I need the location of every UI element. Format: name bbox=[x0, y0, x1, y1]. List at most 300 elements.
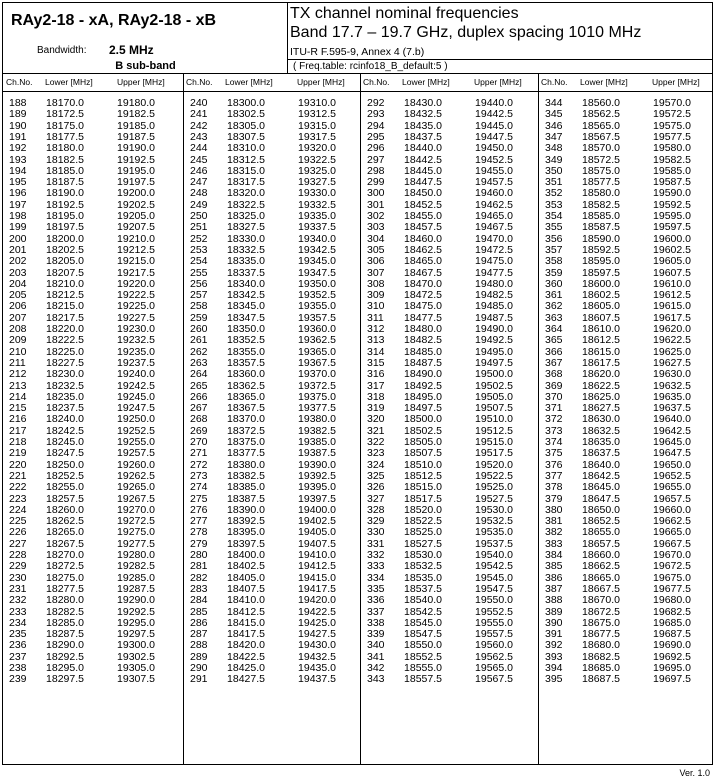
upper-frequency: 19520.0 bbox=[475, 458, 513, 471]
lower-frequency: 18337.5 bbox=[227, 266, 265, 279]
table-row bbox=[3, 143, 181, 154]
lower-frequency: 18482.5 bbox=[404, 334, 442, 347]
lower-frequency: 18222.5 bbox=[46, 334, 84, 347]
channel-number: 334 bbox=[367, 571, 385, 584]
channel-number: 304 bbox=[367, 232, 385, 245]
channel-number: 201 bbox=[9, 243, 27, 256]
lower-frequency: 18220.0 bbox=[46, 323, 84, 335]
channel-number: 395 bbox=[545, 673, 563, 686]
channel-number: 286 bbox=[190, 616, 208, 629]
upper-frequency: 19497.5 bbox=[475, 356, 513, 369]
channel-number: 210 bbox=[9, 345, 27, 358]
channel-number: 263 bbox=[190, 356, 208, 369]
column-header-upper: Upper [MHz] bbox=[297, 77, 345, 87]
lower-frequency: 18615.0 bbox=[582, 345, 620, 358]
table-row bbox=[539, 222, 716, 233]
channel-number: 224 bbox=[9, 503, 27, 516]
table-row bbox=[361, 143, 539, 154]
channel-column bbox=[3, 92, 181, 764]
lower-frequency: 18565.0 bbox=[582, 119, 620, 132]
lower-frequency: 18380.0 bbox=[227, 458, 265, 471]
channel-number: 271 bbox=[190, 447, 208, 460]
table-row bbox=[361, 640, 539, 651]
channel-number: 256 bbox=[190, 277, 208, 290]
channel-number: 208 bbox=[9, 323, 27, 335]
channel-number: 388 bbox=[545, 594, 563, 607]
upper-frequency: 19505.0 bbox=[475, 390, 513, 403]
channel-number: 350 bbox=[545, 164, 563, 177]
upper-frequency: 19592.5 bbox=[653, 198, 691, 211]
upper-frequency: 19577.5 bbox=[653, 130, 691, 143]
table-row bbox=[184, 222, 362, 233]
channel-number: 325 bbox=[367, 469, 385, 482]
lower-frequency: 18237.5 bbox=[46, 402, 84, 415]
lower-frequency: 18197.5 bbox=[46, 221, 84, 234]
lower-frequency: 18422.5 bbox=[227, 650, 265, 663]
header-line bbox=[287, 59, 712, 60]
channel-number: 354 bbox=[545, 210, 563, 222]
frequency-table-frame bbox=[2, 2, 713, 765]
upper-frequency: 19455.0 bbox=[475, 164, 513, 177]
lower-frequency: 18500.0 bbox=[404, 413, 442, 426]
upper-frequency: 19445.0 bbox=[475, 119, 513, 132]
lower-frequency: 18580.0 bbox=[582, 187, 620, 200]
upper-frequency: 19247.5 bbox=[117, 402, 155, 415]
band-description: Band 17.7 – 19.7 GHz, duplex spacing 1010 MHz bbox=[290, 24, 642, 41]
channel-number: 251 bbox=[190, 221, 208, 234]
lower-frequency: 18210.0 bbox=[46, 277, 84, 290]
channel-number: 269 bbox=[190, 424, 208, 437]
upper-frequency: 19430.0 bbox=[298, 639, 336, 652]
lower-frequency: 18200.0 bbox=[46, 232, 84, 245]
lower-frequency: 18455.0 bbox=[404, 210, 442, 222]
table-row bbox=[361, 527, 539, 538]
table-row bbox=[184, 335, 362, 346]
upper-frequency: 19685.0 bbox=[653, 616, 691, 629]
upper-frequency: 19415.0 bbox=[298, 571, 336, 584]
channel-number: 298 bbox=[367, 164, 385, 177]
lower-frequency: 18480.0 bbox=[404, 323, 442, 335]
lower-frequency: 18297.5 bbox=[46, 673, 84, 686]
upper-frequency: 19617.5 bbox=[653, 311, 691, 324]
upper-frequency: 19187.5 bbox=[117, 130, 155, 143]
upper-frequency: 19650.0 bbox=[653, 458, 691, 471]
upper-frequency: 19475.0 bbox=[475, 255, 513, 268]
lower-frequency: 18350.0 bbox=[227, 323, 265, 335]
table-row bbox=[539, 527, 716, 538]
lower-frequency: 18187.5 bbox=[46, 176, 84, 189]
channel-number: 309 bbox=[367, 289, 385, 302]
column-header-divider bbox=[183, 74, 184, 92]
upper-frequency: 19517.5 bbox=[475, 447, 513, 460]
channel-number: 389 bbox=[545, 605, 563, 618]
lower-frequency: 18520.0 bbox=[404, 503, 442, 516]
upper-frequency: 19595.0 bbox=[653, 210, 691, 222]
upper-frequency: 19597.5 bbox=[653, 221, 691, 234]
channel-number: 343 bbox=[367, 673, 385, 686]
channel-number: 247 bbox=[190, 176, 208, 189]
table-row bbox=[184, 674, 362, 685]
upper-frequency: 19555.0 bbox=[475, 616, 513, 629]
upper-frequency: 19387.5 bbox=[298, 447, 336, 460]
upper-frequency: 19692.5 bbox=[653, 650, 691, 663]
channel-number: 272 bbox=[190, 458, 208, 471]
lower-frequency: 18172.5 bbox=[46, 108, 84, 121]
upper-frequency: 19625.0 bbox=[653, 345, 691, 358]
lower-frequency: 18427.5 bbox=[227, 673, 265, 686]
channel-number: 267 bbox=[190, 402, 208, 415]
channel-number: 323 bbox=[367, 447, 385, 460]
channel-number: 368 bbox=[545, 368, 563, 381]
upper-frequency: 19350.0 bbox=[298, 277, 336, 290]
upper-frequency: 19397.5 bbox=[298, 492, 336, 505]
channel-number: 270 bbox=[190, 436, 208, 448]
upper-frequency: 19440.0 bbox=[475, 97, 513, 109]
upper-frequency: 19392.5 bbox=[298, 469, 336, 482]
upper-frequency: 19567.5 bbox=[475, 673, 513, 686]
channel-number: 384 bbox=[545, 549, 563, 561]
table-row bbox=[184, 256, 362, 267]
upper-frequency: 19322.5 bbox=[298, 153, 336, 166]
lower-frequency: 18195.0 bbox=[46, 210, 84, 222]
channel-number: 330 bbox=[367, 526, 385, 539]
lower-frequency: 18550.0 bbox=[404, 639, 442, 652]
upper-frequency: 19622.5 bbox=[653, 334, 691, 347]
upper-frequency: 19420.0 bbox=[298, 594, 336, 607]
upper-frequency: 19627.5 bbox=[653, 356, 691, 369]
lower-frequency: 18530.0 bbox=[404, 549, 442, 561]
table-row bbox=[184, 640, 362, 651]
lower-frequency: 18517.5 bbox=[404, 492, 442, 505]
table-row bbox=[184, 414, 362, 425]
lower-frequency: 18515.0 bbox=[404, 481, 442, 494]
lower-frequency: 18332.5 bbox=[227, 243, 265, 256]
table-row bbox=[184, 482, 362, 493]
table-row bbox=[184, 143, 362, 154]
lower-frequency: 18242.5 bbox=[46, 424, 84, 437]
channel-number: 244 bbox=[190, 142, 208, 155]
channel-number: 232 bbox=[9, 594, 27, 607]
channel-number: 365 bbox=[545, 334, 563, 347]
upper-frequency: 19330.0 bbox=[298, 187, 336, 200]
channel-number: 279 bbox=[190, 537, 208, 550]
upper-frequency: 19255.0 bbox=[117, 436, 155, 448]
lower-frequency: 18542.5 bbox=[404, 605, 442, 618]
upper-frequency: 19620.0 bbox=[653, 323, 691, 335]
table-row bbox=[3, 595, 181, 606]
table-row bbox=[3, 335, 181, 346]
table-row bbox=[361, 109, 539, 120]
channel-number: 257 bbox=[190, 289, 208, 302]
upper-frequency: 19630.0 bbox=[653, 368, 691, 381]
lower-frequency: 18175.0 bbox=[46, 119, 84, 132]
channel-number: 191 bbox=[9, 130, 27, 143]
upper-frequency: 19402.5 bbox=[298, 515, 336, 528]
table-row bbox=[539, 448, 716, 459]
channel-number: 280 bbox=[190, 549, 208, 561]
channel-number: 311 bbox=[367, 311, 384, 324]
lower-frequency: 18557.5 bbox=[404, 673, 442, 686]
header bbox=[3, 3, 712, 73]
lower-frequency: 18597.5 bbox=[582, 266, 620, 279]
column-header-lower: Lower [MHz] bbox=[580, 77, 628, 87]
upper-frequency: 19582.5 bbox=[653, 153, 691, 166]
lower-frequency: 18272.5 bbox=[46, 560, 84, 573]
lower-frequency: 18360.0 bbox=[227, 368, 265, 381]
table-row bbox=[184, 448, 362, 459]
channel-number: 248 bbox=[190, 187, 208, 200]
upper-frequency: 19450.0 bbox=[475, 142, 513, 155]
channel-number: 197 bbox=[9, 198, 27, 211]
channel-number: 317 bbox=[367, 379, 385, 392]
channel-number: 302 bbox=[367, 210, 385, 222]
channel-number: 195 bbox=[9, 176, 27, 189]
lower-frequency: 18402.5 bbox=[227, 560, 265, 573]
upper-frequency: 19367.5 bbox=[298, 356, 336, 369]
column-header-channel: Ch.No. bbox=[541, 77, 568, 87]
upper-frequency: 19185.0 bbox=[117, 119, 155, 132]
upper-frequency: 19232.5 bbox=[117, 334, 155, 347]
lower-frequency: 18257.5 bbox=[46, 492, 84, 505]
upper-frequency: 19282.5 bbox=[117, 560, 155, 573]
upper-frequency: 19205.0 bbox=[117, 210, 155, 222]
channel-number: 289 bbox=[190, 650, 208, 663]
upper-frequency: 19632.5 bbox=[653, 379, 691, 392]
table-row bbox=[539, 482, 716, 493]
upper-frequency: 19227.5 bbox=[117, 311, 155, 324]
upper-frequency: 19662.5 bbox=[653, 515, 691, 528]
channel-number: 212 bbox=[9, 368, 27, 381]
table-row bbox=[539, 256, 716, 267]
upper-frequency: 19457.5 bbox=[475, 176, 513, 189]
upper-frequency: 19452.5 bbox=[475, 153, 513, 166]
table-row bbox=[3, 222, 181, 233]
upper-frequency: 19560.0 bbox=[475, 639, 513, 652]
lower-frequency: 18192.5 bbox=[46, 198, 84, 211]
upper-frequency: 19390.0 bbox=[298, 458, 336, 471]
table-row bbox=[184, 595, 362, 606]
lower-frequency: 18672.5 bbox=[582, 605, 620, 618]
upper-frequency: 19502.5 bbox=[475, 379, 513, 392]
lower-frequency: 18382.5 bbox=[227, 469, 265, 482]
upper-frequency: 19410.0 bbox=[298, 549, 336, 561]
upper-frequency: 19545.0 bbox=[475, 571, 513, 584]
upper-frequency: 19245.0 bbox=[117, 390, 155, 403]
itu-reference: ITU-R F.595-9, Annex 4 (7.b) bbox=[290, 46, 425, 58]
channel-number: 383 bbox=[545, 537, 563, 550]
upper-frequency: 19425.0 bbox=[298, 616, 336, 629]
channel-number: 380 bbox=[545, 503, 563, 516]
channel-number: 282 bbox=[190, 571, 208, 584]
channel-number: 193 bbox=[9, 153, 27, 166]
table-row bbox=[3, 482, 181, 493]
channel-number: 226 bbox=[9, 526, 27, 539]
column-header-lower: Lower [MHz] bbox=[225, 77, 273, 87]
lower-frequency: 18280.0 bbox=[46, 594, 84, 607]
channel-number: 338 bbox=[367, 616, 385, 629]
lower-frequency: 18217.5 bbox=[46, 311, 84, 324]
channel-number: 284 bbox=[190, 594, 208, 607]
table-row bbox=[361, 335, 539, 346]
channel-number: 321 bbox=[367, 424, 385, 437]
upper-frequency: 19302.5 bbox=[117, 650, 155, 663]
upper-frequency: 19507.5 bbox=[475, 402, 513, 415]
upper-frequency: 19422.5 bbox=[298, 605, 336, 618]
upper-frequency: 19192.5 bbox=[117, 153, 155, 166]
column-header-channel: Ch.No. bbox=[363, 77, 390, 87]
upper-frequency: 19562.5 bbox=[475, 650, 513, 663]
channel-number: 360 bbox=[545, 277, 563, 290]
channel-number: 188 bbox=[9, 97, 27, 109]
channel-number: 329 bbox=[367, 515, 385, 528]
upper-frequency: 19675.0 bbox=[653, 571, 691, 584]
channel-number: 377 bbox=[545, 469, 563, 482]
lower-frequency: 18657.5 bbox=[582, 537, 620, 550]
upper-frequency: 19527.5 bbox=[475, 492, 513, 505]
freq-table-reference: ( Freq.table: rcinfo18_B_default:5 ) bbox=[293, 61, 448, 72]
channel-number: 327 bbox=[367, 492, 385, 505]
table-row bbox=[184, 109, 362, 120]
upper-frequency: 19202.5 bbox=[117, 198, 155, 211]
lower-frequency: 18282.5 bbox=[46, 605, 84, 618]
lower-frequency: 18410.0 bbox=[227, 594, 265, 607]
channel-number: 254 bbox=[190, 255, 208, 268]
upper-frequency: 19290.0 bbox=[117, 594, 155, 607]
channel-number: 260 bbox=[190, 323, 208, 335]
lower-frequency: 18592.5 bbox=[582, 243, 620, 256]
table-row bbox=[3, 256, 181, 267]
table-row bbox=[361, 301, 539, 312]
lower-frequency: 18305.0 bbox=[227, 119, 265, 132]
upper-frequency: 19262.5 bbox=[117, 469, 155, 482]
lower-frequency: 18457.5 bbox=[404, 221, 442, 234]
channel-number: 366 bbox=[545, 345, 563, 358]
lower-frequency: 18372.5 bbox=[227, 424, 265, 437]
upper-frequency: 19250.0 bbox=[117, 413, 155, 426]
channel-number: 312 bbox=[367, 323, 385, 335]
channel-number: 234 bbox=[9, 616, 27, 629]
upper-frequency: 19325.0 bbox=[298, 164, 336, 177]
channel-number: 339 bbox=[367, 628, 385, 641]
channel-number: 223 bbox=[9, 492, 27, 505]
bandwidth-label: Bandwidth: bbox=[37, 45, 87, 56]
channel-number: 345 bbox=[545, 108, 563, 121]
channel-number: 370 bbox=[545, 390, 563, 403]
channel-number: 264 bbox=[190, 368, 208, 381]
upper-frequency: 19297.5 bbox=[117, 628, 155, 641]
upper-frequency: 19207.5 bbox=[117, 221, 155, 234]
channel-number: 353 bbox=[545, 198, 563, 211]
upper-frequency: 19335.0 bbox=[298, 210, 336, 222]
lower-frequency: 18620.0 bbox=[582, 368, 620, 381]
lower-frequency: 18635.0 bbox=[582, 436, 620, 448]
upper-frequency: 19590.0 bbox=[653, 187, 691, 200]
lower-frequency: 18352.5 bbox=[227, 334, 265, 347]
column-header-upper: Upper [MHz] bbox=[117, 77, 165, 87]
table-row bbox=[184, 369, 362, 380]
upper-frequency: 19327.5 bbox=[298, 176, 336, 189]
table-row bbox=[184, 527, 362, 538]
channel-number: 381 bbox=[545, 515, 563, 528]
lower-frequency: 18312.5 bbox=[227, 153, 265, 166]
channel-number: 259 bbox=[190, 311, 208, 324]
lower-frequency: 18355.0 bbox=[227, 345, 265, 358]
upper-frequency: 19385.0 bbox=[298, 436, 336, 448]
channel-number: 252 bbox=[190, 232, 208, 245]
upper-frequency: 19300.0 bbox=[117, 639, 155, 652]
channel-number: 352 bbox=[545, 187, 563, 200]
lower-frequency: 18437.5 bbox=[404, 130, 442, 143]
upper-frequency: 19272.5 bbox=[117, 515, 155, 528]
channel-number: 273 bbox=[190, 469, 208, 482]
channel-number: 190 bbox=[9, 119, 27, 132]
channel-number: 390 bbox=[545, 616, 563, 629]
lower-frequency: 18430.0 bbox=[404, 97, 442, 109]
lower-frequency: 18610.0 bbox=[582, 323, 620, 335]
column-header-lower: Lower [MHz] bbox=[402, 77, 450, 87]
upper-frequency: 19552.5 bbox=[475, 605, 513, 618]
channel-number: 310 bbox=[367, 300, 385, 313]
channel-number: 391 bbox=[545, 628, 563, 641]
header-divider bbox=[287, 3, 288, 73]
table-row bbox=[361, 561, 539, 572]
upper-frequency: 19200.0 bbox=[117, 187, 155, 200]
channel-number: 206 bbox=[9, 300, 27, 313]
upper-frequency: 19382.5 bbox=[298, 424, 336, 437]
upper-frequency: 19285.0 bbox=[117, 571, 155, 584]
upper-frequency: 19417.5 bbox=[298, 582, 336, 595]
upper-frequency: 19220.0 bbox=[117, 277, 155, 290]
channel-number: 392 bbox=[545, 639, 563, 652]
upper-frequency: 19317.5 bbox=[298, 130, 336, 143]
table-row bbox=[539, 188, 716, 199]
upper-frequency: 19492.5 bbox=[475, 334, 513, 347]
channel-number: 250 bbox=[190, 210, 208, 222]
channel-number: 241 bbox=[190, 108, 208, 121]
upper-frequency: 19655.0 bbox=[653, 481, 691, 494]
lower-frequency: 18347.5 bbox=[227, 311, 265, 324]
lower-frequency: 18420.0 bbox=[227, 639, 265, 652]
version-label: Ver. 1.0 bbox=[679, 768, 710, 778]
channel-number: 217 bbox=[9, 424, 27, 437]
upper-frequency: 19295.0 bbox=[117, 616, 155, 629]
channel-number: 344 bbox=[545, 97, 563, 109]
table-row bbox=[3, 188, 181, 199]
table-row bbox=[539, 109, 716, 120]
upper-frequency: 19647.5 bbox=[653, 447, 691, 460]
model-title: RAy2-18 - xA, RAy2-18 - xB bbox=[11, 12, 217, 29]
channel-number: 347 bbox=[545, 130, 563, 143]
lower-frequency: 18475.0 bbox=[404, 300, 442, 313]
lower-frequency: 18660.0 bbox=[582, 549, 620, 561]
column-header-upper: Upper [MHz] bbox=[474, 77, 522, 87]
lower-frequency: 18340.0 bbox=[227, 277, 265, 290]
lower-frequency: 18652.5 bbox=[582, 515, 620, 528]
lower-frequency: 18362.5 bbox=[227, 379, 265, 392]
channel-number: 293 bbox=[367, 108, 385, 121]
upper-frequency: 19612.5 bbox=[653, 289, 691, 302]
channel-number: 358 bbox=[545, 255, 563, 268]
lower-frequency: 18632.5 bbox=[582, 424, 620, 437]
lower-frequency: 18255.0 bbox=[46, 481, 84, 494]
upper-frequency: 19495.0 bbox=[475, 345, 513, 358]
upper-frequency: 19270.0 bbox=[117, 503, 155, 516]
lower-frequency: 18647.5 bbox=[582, 492, 620, 505]
upper-frequency: 19237.5 bbox=[117, 356, 155, 369]
table-row bbox=[539, 143, 716, 154]
lower-frequency: 18625.0 bbox=[582, 390, 620, 403]
table-row bbox=[361, 188, 539, 199]
